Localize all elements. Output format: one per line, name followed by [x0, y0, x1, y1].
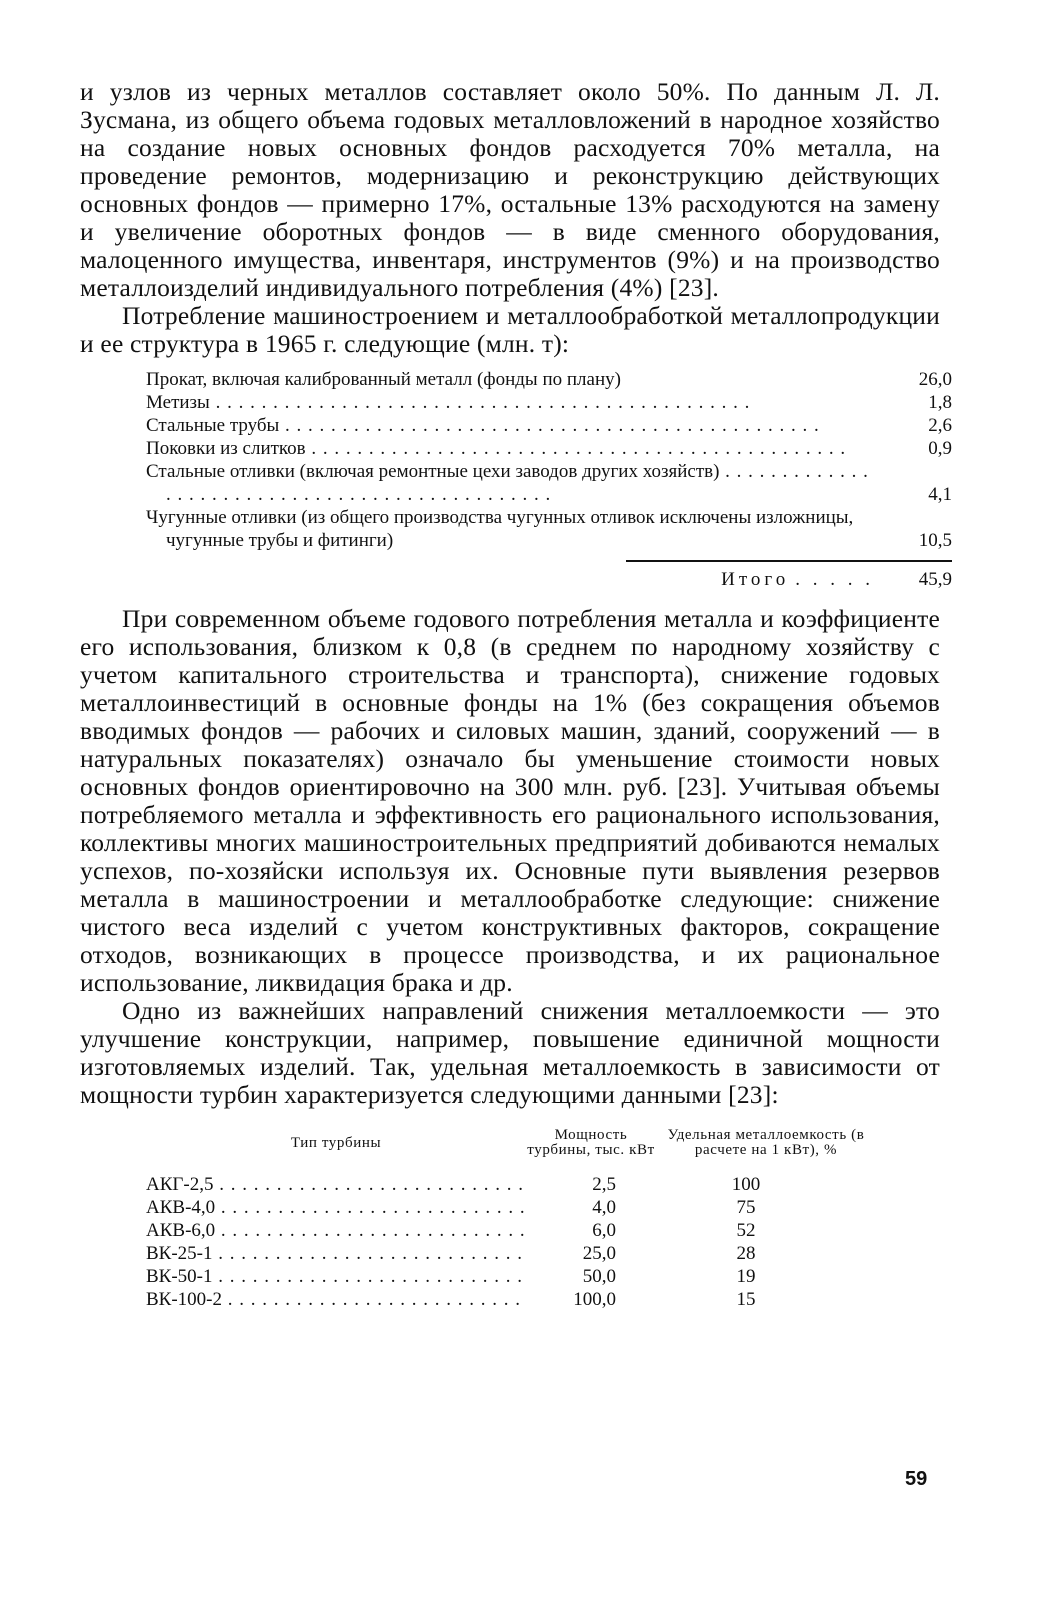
turbine-power: 50,0 — [582, 1266, 616, 1287]
list-item — [146, 414, 952, 437]
list-item — [146, 506, 952, 552]
header-type: Тип турбины — [290, 1134, 382, 1151]
list-item — [146, 437, 952, 460]
item-value: 2,6 — [928, 415, 952, 436]
turbine-type: ВК-100-2 . . . — [146, 1288, 526, 1311]
header-specific: Удельная металлоемкость (в расчете на 1 кВт), % — [667, 1127, 865, 1158]
item-label: Прокат, включая калиброванный металл (фонды по плану) — [146, 369, 621, 390]
item-value: 4,1 — [928, 484, 952, 505]
item-value: 26,0 — [918, 369, 952, 390]
item-value: 10,5 — [918, 530, 952, 551]
table-row — [146, 1196, 876, 1219]
item-label: Стальные трубы . . . — [146, 414, 880, 437]
turbine-specific: 28 — [736, 1243, 756, 1264]
item-label: Стальные отливки (включая ремонтные цехи заводов других хозяйств) . . . — [146, 460, 880, 506]
turbine-power: 4,0 — [592, 1197, 616, 1218]
total-label: Итого — [721, 569, 790, 590]
item-label: Чугунные отливки (из общего производства чугунных отливок исключены изложницы, чугунные трубы и фитинги) — [146, 507, 854, 551]
item-value: 0,9 — [928, 438, 952, 459]
table-row — [146, 1242, 876, 1265]
turbine-specific: 15 — [736, 1289, 756, 1310]
page-number: 59 — [905, 1468, 928, 1490]
turbine-specific: 75 — [736, 1197, 756, 1218]
item-value: 1,8 — [928, 392, 952, 413]
turbine-type: АКВ-4,0 . . . — [146, 1196, 526, 1219]
turbine-type: АКГ-2,5 . . . — [146, 1173, 526, 1196]
paragraph-1: и узлов из черных металлов составляет около 50%. По данным Л. Л. Зусмана, из общего объема годовых металловложений в народное хозяйство на создание новых основных фондов расходуется 70% металла, на проведение ремонтов, модернизацию и реконструкцию действующих основных фондов — примерно 17%, остальные 13% расходуются на замену и увеличение оборотных фондов — в виде сменного оборудования, малоценного имущества, инвентаря, инструментов (9%) и на производство металлоизделий индивидуального потребления (4%) [23]. — [80, 77, 940, 302]
turbine-specific: 100 — [731, 1174, 761, 1195]
list-item — [146, 391, 952, 414]
table-row — [146, 1288, 876, 1311]
total-row — [146, 568, 952, 591]
table-row — [146, 1219, 876, 1242]
turbine-specific: 52 — [736, 1220, 756, 1241]
turbine-power: 6,0 — [592, 1220, 616, 1241]
table-header — [146, 1113, 876, 1173]
list-item — [146, 460, 952, 506]
item-label: Метизы . . . — [146, 391, 880, 414]
turbine-type: АКВ-6,0 . . . — [146, 1219, 526, 1242]
turbine-power: 2,5 — [592, 1174, 616, 1195]
paragraph-2: Потребление машиностроением и металлообработкой металлопродукции и ее структура в 1965 г. следующие (млн. т): — [80, 301, 940, 358]
turbine-specific: 19 — [736, 1266, 756, 1287]
turbine-power: 100,0 — [573, 1289, 616, 1310]
turbine-type: ВК-50-1 . . . — [146, 1265, 526, 1288]
list-item — [146, 368, 952, 391]
total-leader: . . . . . — [795, 569, 874, 590]
table-row — [146, 1173, 876, 1196]
consumption-list — [146, 368, 952, 591]
page-content — [80, 77, 952, 1311]
turbine-table — [146, 1113, 876, 1311]
item-label: Поковки из слитков . . . — [146, 437, 880, 460]
sum-divider — [626, 560, 952, 562]
paragraph-4: Одно из важнейших направлений снижения металлоемкости — это улучшение конструкции, например, повышение единичной мощности изготовляемых изделий. Так, удельная металлоемкость в зависимости от мощности турбин характеризуется следующими данными [23]: — [80, 996, 940, 1109]
table-row — [146, 1265, 876, 1288]
total-value: 45,9 — [918, 569, 952, 590]
paragraph-3: При современном объеме годового потребления металла и коэффициенте его использования, близком к 0,8 (в среднем по народному хозяйству с учетом капитального строительства и транспорта), снижение годовых металлоинвестиций в основные фонды на 1% (без сокращения объемов вводимых фондов — рабочих и силовых машин, зданий, сооружений — в натуральных показателях) означало бы уменьшение стоимости новых основных фондов ориентировочно на 300 млн. руб. [23]. Учитывая объемы потребляемого металла и эффективность его рационального использования, коллективы многих машиностроительных предприятий добиваются немалых успехов, по-хозяйски используя их. Основные пути выявления резервов металла в машиностроении и металлообработке следующие: снижение чистого веса изделий с учетом конструктивных факторов, сокращение отходов, возникающих в процессе производства, и их рациональное использование, ликвидация брака и др. — [80, 604, 940, 997]
turbine-type: ВК-25-1 . . . — [146, 1242, 526, 1265]
header-power: Мощность турбины, тыс. кВт — [527, 1127, 655, 1158]
turbine-power: 25,0 — [582, 1243, 616, 1264]
